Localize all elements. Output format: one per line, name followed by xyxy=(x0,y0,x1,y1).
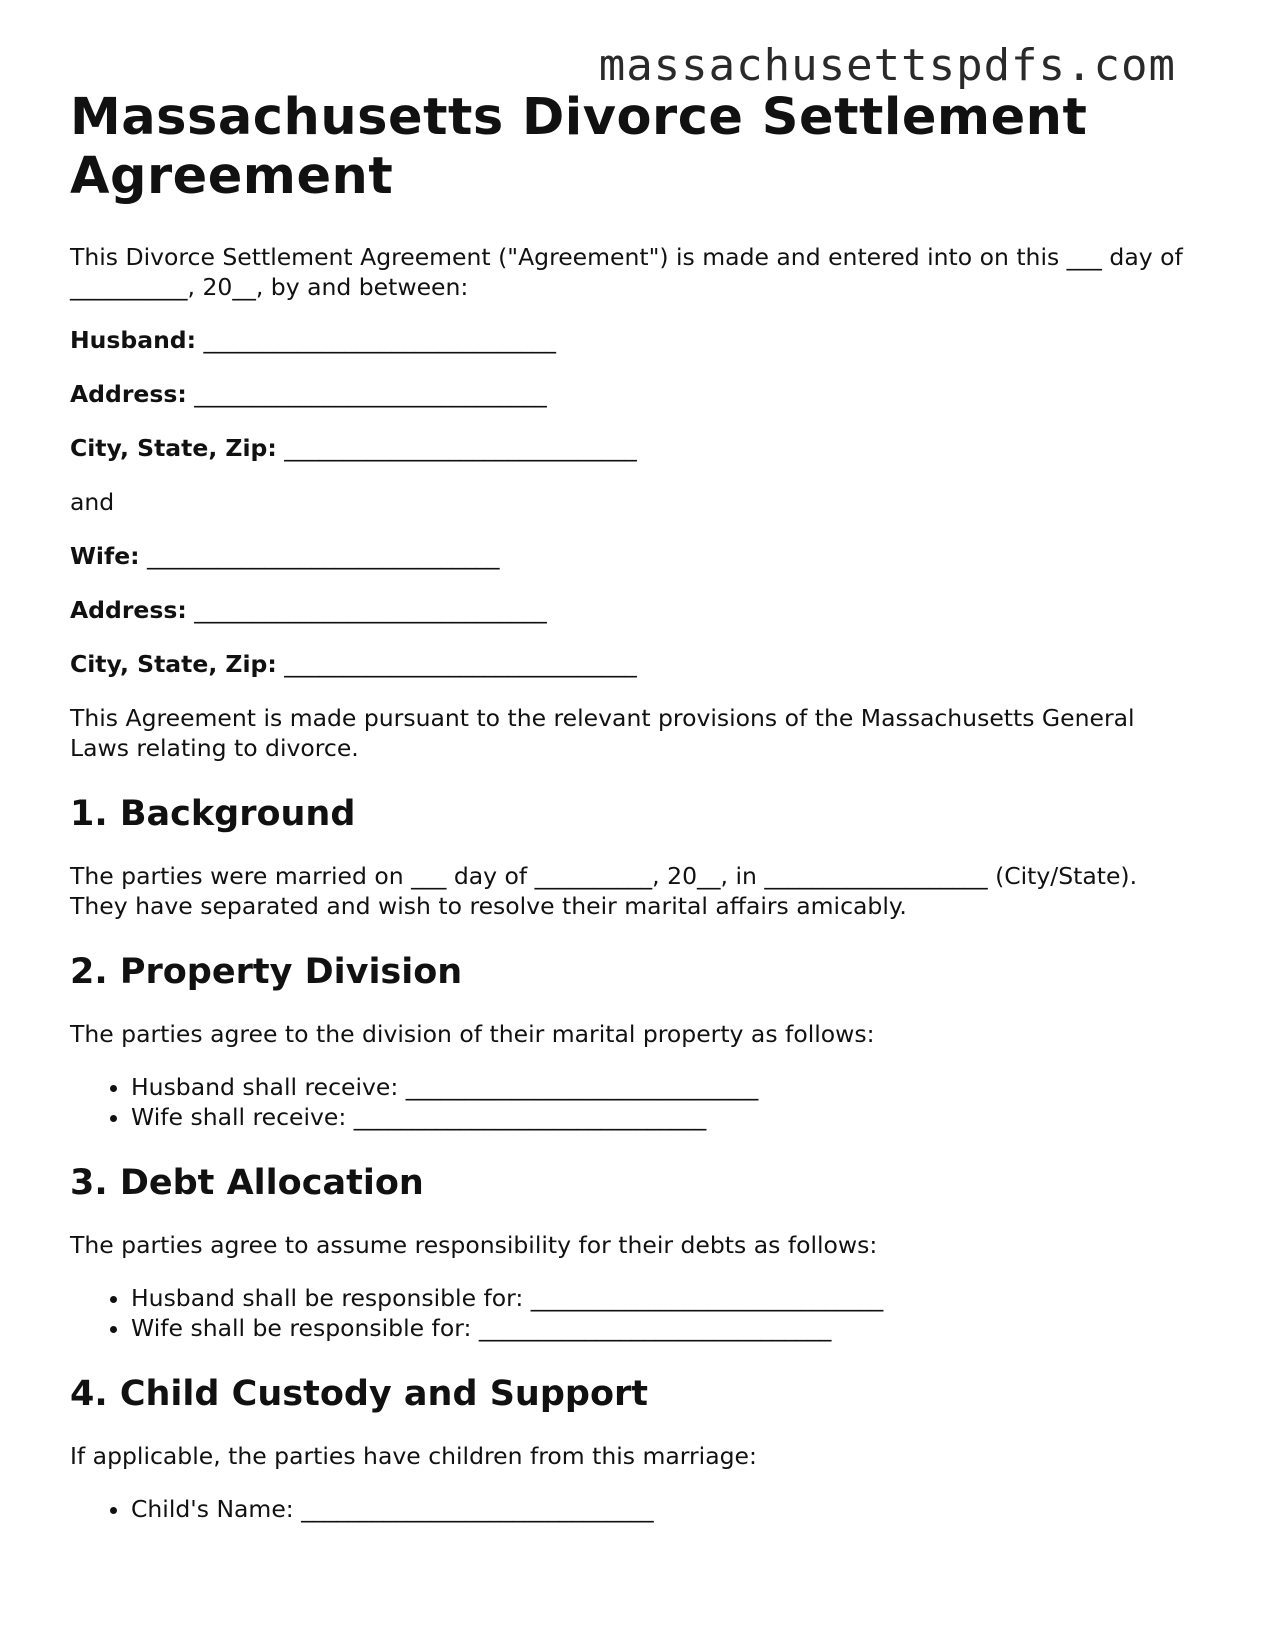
list-item: • Husband shall receive: ______________________________ xyxy=(131,1072,1200,1102)
wife-address-blank: ______________________________ xyxy=(194,596,547,624)
custody-paragraph: If applicable, the parties have children from this marriage: xyxy=(70,1442,757,1470)
husband-city-label: City, State, Zip: xyxy=(70,434,277,462)
background-heading: 1. Background xyxy=(70,794,356,834)
list-item: • Wife shall receive: ______________________________ xyxy=(131,1102,1200,1132)
husband-name-label: Husband: xyxy=(70,326,197,354)
wife-city-label: City, State, Zip: xyxy=(70,650,277,678)
document-title: Massachusetts Divorce Settlement Agreement xyxy=(70,88,1088,206)
wife-name-field xyxy=(70,541,1200,571)
wife-name-blank: ______________________________ xyxy=(147,542,500,570)
husband-address-label: Address: xyxy=(70,380,187,408)
and-text: and xyxy=(70,488,115,516)
debt-list xyxy=(70,1283,1200,1343)
property-heading: 2. Property Division xyxy=(70,952,463,992)
wife-address-label: Address: xyxy=(70,596,187,624)
document-page xyxy=(70,88,1200,1546)
property-list xyxy=(70,1072,1200,1132)
husband-name-field xyxy=(70,325,1200,355)
debt-heading: 3. Debt Allocation xyxy=(70,1163,424,1203)
wife-address-field xyxy=(70,595,1200,625)
husband-address-field xyxy=(70,379,1200,409)
custody-list xyxy=(70,1494,1200,1524)
husband-name-blank: ______________________________ xyxy=(203,326,556,354)
list-item: • Child's Name: ______________________________ xyxy=(131,1494,1200,1524)
background-paragraph: The parties were married on ___ day of __________, 20__, in ___________________ (City/State). They have separated and wish to resolve their marital affairs amicably. xyxy=(70,862,1138,920)
list-item: • Wife shall be responsible for: ______________________________ xyxy=(131,1313,1200,1343)
intro-paragraph: This Divorce Settlement Agreement ("Agreement") is made and entered into on this ___ day of __________, 20__, by and between: xyxy=(70,243,1183,301)
debt-paragraph: The parties agree to assume responsibility for their debts as follows: xyxy=(70,1231,878,1259)
pursuant-paragraph: This Agreement is made pursuant to the relevant provisions of the Massachusetts General Laws relating to divorce. xyxy=(70,704,1135,762)
site-watermark: massachusettspdfs.com xyxy=(598,40,1176,91)
wife-city-blank: ______________________________ xyxy=(284,650,637,678)
custody-heading: 4. Child Custody and Support xyxy=(70,1374,648,1414)
wife-name-label: Wife: xyxy=(70,542,140,570)
husband-city-blank: ______________________________ xyxy=(284,434,637,462)
list-item: • Husband shall be responsible for: ______________________________ xyxy=(131,1283,1200,1313)
property-paragraph: The parties agree to the division of their marital property as follows: xyxy=(70,1020,875,1048)
husband-address-blank: ______________________________ xyxy=(194,380,547,408)
husband-city-field xyxy=(70,433,1200,463)
wife-city-field xyxy=(70,649,1200,679)
